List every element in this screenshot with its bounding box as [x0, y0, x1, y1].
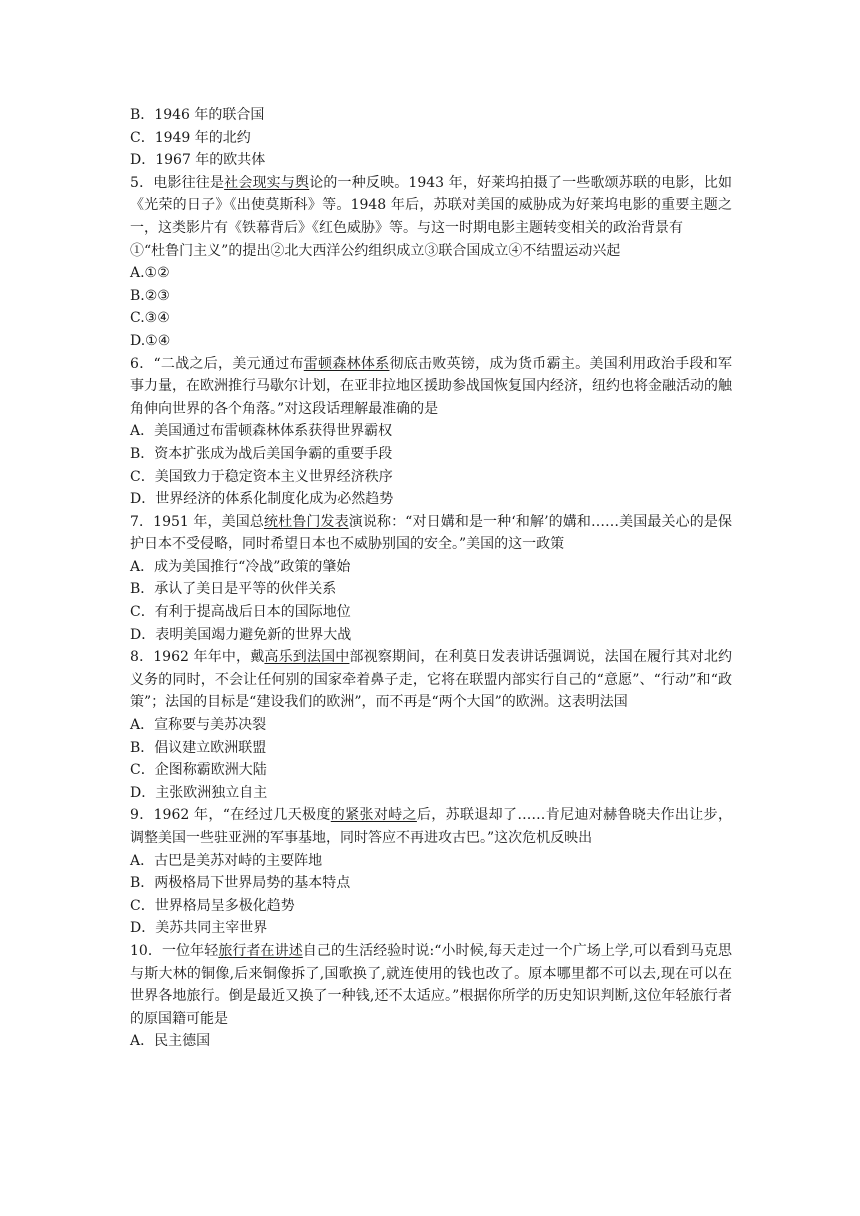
q7-stem-part-a: 1951 年，美国总 [153, 513, 264, 530]
q5-option-c: C.③④ [130, 310, 170, 327]
q7-option-c: C．有利于提高战后日本的国际地位 [130, 604, 351, 621]
q10-stem-underlined: 旅行者在讲述 [218, 942, 303, 959]
q5-stem-part-a: 电影往往是 [153, 174, 225, 191]
q8-option-b: B．倡议建立欧洲联盟 [130, 739, 267, 756]
q7-number: 7． [130, 513, 154, 530]
q5-option-a: A.①② [130, 265, 170, 282]
q6-option-a: A．美国通过布雷顿森林体系获得世界霸权 [130, 423, 393, 440]
q6-stem [130, 353, 732, 421]
q8-option-a: A．宣称要与美苏决裂 [130, 717, 267, 734]
q10-stem [130, 940, 732, 1030]
q10-stem-part-b: 自己的生活经验时说:“小时候,每天走过一个广场上学,可以看到马克思与斯大林的铜像,后来铜像拆了,国歌换了,就连使用的钱也改了。原本哪里都不可以去,现在可以在世界各地旅行。倒是最近又换了一种钱,还不太适应。”根据你所学的历史知识判断,这位年轻旅行者的原国籍可能是 [130, 942, 733, 1027]
q8-option-d: D．主张欧洲独立自主 [130, 784, 268, 801]
q7-option-a: A．成为美国推行“冷战”政策的肇始 [130, 558, 351, 575]
q9-option-d: D．美苏共同主宰世界 [130, 920, 268, 937]
q6-option-d: D．世界经济的体系化制度化成为必然趋势 [130, 491, 394, 508]
q10-number: 10． [130, 942, 162, 959]
q10-stem-part-a: 一位年轻 [161, 942, 219, 959]
q7-stem [130, 511, 732, 556]
q6-stem-part-a: “二战之后，美元通过布 [153, 355, 304, 372]
q6-option-b: B．资本扩张成为战后美国争霸的重要手段 [130, 445, 393, 462]
q7-stem-part-b: 演说称：“对日媾和是一种‘和解’的媾和……美国最关心的是保护日本不受侵略，同时希望日本也不威胁别国的安全。”美国的这一政策 [130, 513, 733, 553]
q8-stem [130, 646, 732, 714]
q9-stem [130, 804, 732, 849]
q8-stem-part-b: 部视察期间，在利莫日发表讲话强调说，法国在履行其对北约义务的同时，不会让任何别的国家牵着鼻子走，它将在联盟内部实行自己的“意愿”、“行动”和“政策”；法国的目标是“建设我们的欧洲”，而不再是“两个大国”的欧洲。这表明法国 [130, 649, 733, 711]
q6-number: 6． [130, 355, 154, 372]
q9-option-b: B．两极格局下世界局势的基本特点 [130, 875, 351, 892]
q4-option-d: D．1967 年的欧共体 [130, 152, 266, 169]
q9-stem-part-a: 1962 年，“在经过几天极度 [153, 807, 331, 824]
q7-option-d: D．表明美国竭力避免新的世界大战 [130, 626, 352, 643]
q6-option-c: C．美国致力于稳定资本主义世界经济秩序 [130, 468, 393, 485]
q9-option-c: C．世界格局呈多极化趋势 [130, 897, 295, 914]
q9-number: 9． [130, 807, 154, 824]
q8-stem-part-a: 1962 年年中，戴 [153, 649, 265, 666]
q6-stem-underlined: 雷顿森林体系 [303, 355, 390, 372]
q5-option-b: B.②③ [130, 287, 170, 304]
q5-items: ①“杜鲁门主义”的提出②北大西洋公约组织成立③联合国成立④不结盟运动兴起 [130, 242, 621, 259]
q7-option-b: B．承认了美日是平等的伙伴关系 [130, 581, 337, 598]
q7-stem-underlined: 统杜鲁门发表 [263, 513, 349, 530]
exam-content [130, 104, 732, 1053]
q5-number: 5． [130, 174, 154, 191]
q9-stem-underlined: 的紧张对峙之 [330, 807, 417, 824]
q4-option-c: C．1949 年的北约 [130, 129, 251, 146]
q8-number: 8． [130, 649, 154, 666]
q10-option-a: A．民主德国 [130, 1033, 211, 1050]
q6-stem-part-b: 彻底击败英镑，成为货币霸主。美国利用政治手段和军事力量，在欧洲推行马歇尔计划，在亚非拉地区援助参战国恢复国内经济，纽约也将金融活动的触角伸向世界的各个角落。”对这段话理解最准确的是 [130, 355, 732, 417]
q9-option-a: A．古巴是美苏对峙的主要阵地 [130, 852, 323, 869]
q8-stem-underlined: 高乐到法国中 [264, 649, 350, 666]
q5-stem-underlined: 社会现实与舆 [224, 174, 310, 191]
q5-stem-part-b: 论的一种反映。1943 年，好莱坞拍摄了一些歌颂苏联的电影，比如《光荣的日子》《出使莫斯科》等。1948 年后，苏联对美国的威胁成为好莱坞电影的重要主题之一，这类影片有《铁幕背后》《红色威胁》等。与这一时期电影主题转变相关的政治背景有 [130, 174, 733, 236]
q5-stem [130, 172, 732, 240]
q8-option-c: C．企图称霸欧洲大陆 [130, 762, 267, 779]
q5-option-d: D.①④ [130, 332, 171, 349]
q9-stem-part-b: 后，苏联退却了……肯尼迪对赫鲁晓夫作出让步，调整美国一些驻亚洲的军事基地，同时答应不再进攻古巴。”这次危机反映出 [130, 807, 732, 846]
q4-option-b: B．1946 年的联合国 [130, 107, 265, 123]
